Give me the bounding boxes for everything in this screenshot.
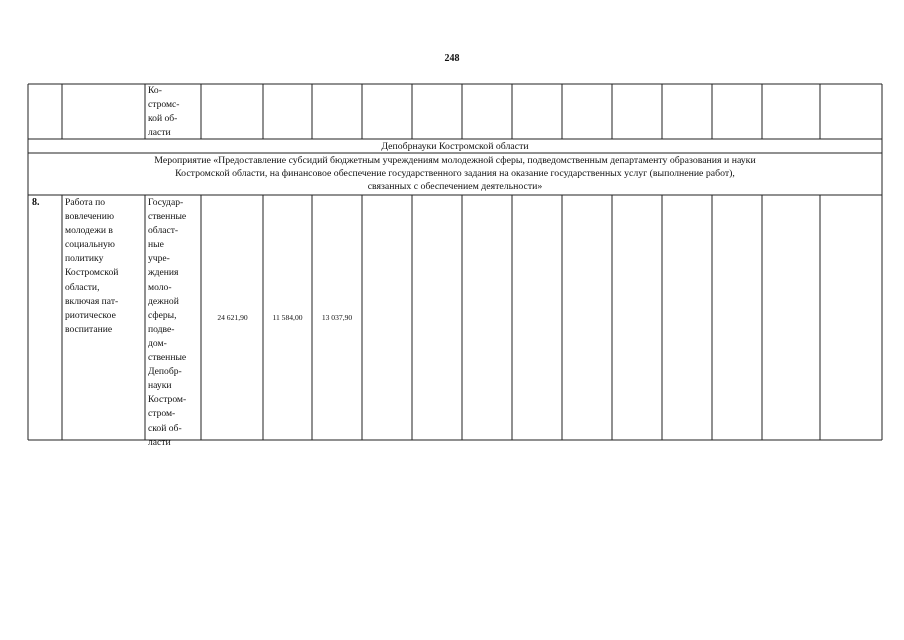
row-8-executor: Государ- ственные област- ные учре- ждения моло- дежной сферы, подве- дом- ственные Депобр- науки Костром- стром- ской об- ласти (148, 197, 187, 448)
row-8-year-2-amount: 13 037,90 (321, 313, 353, 322)
section-header: Депобрнауки Костромской области (381, 141, 529, 152)
row-8-year-1-amount: 11 584,00 (272, 313, 303, 322)
top-row-executor: Ко- стромс- кой об- ласти (148, 85, 180, 139)
measure-title-line-3: связанных с обеспечением деятельности» (367, 181, 543, 192)
row-8-number: 8. (32, 197, 40, 208)
row-8-total-amount: 24 621,90 (217, 313, 248, 322)
measure-title-line-1: Мероприятие «Предоставление субсидий бюджетным учреждениям молодежной сферы, подведомственным департаменту образования и науки (154, 155, 756, 166)
measure-title-line-2: Костромской области, на финансовое обеспечение государственного задания на оказание государственных услуг (выполнение работ), (175, 168, 735, 179)
page-number: 248 (444, 53, 460, 64)
row-8-measure-name: Работа по вовлечению молодежи в социальную политику Костромской области, включая пат- риотическое воспитание (65, 197, 119, 335)
